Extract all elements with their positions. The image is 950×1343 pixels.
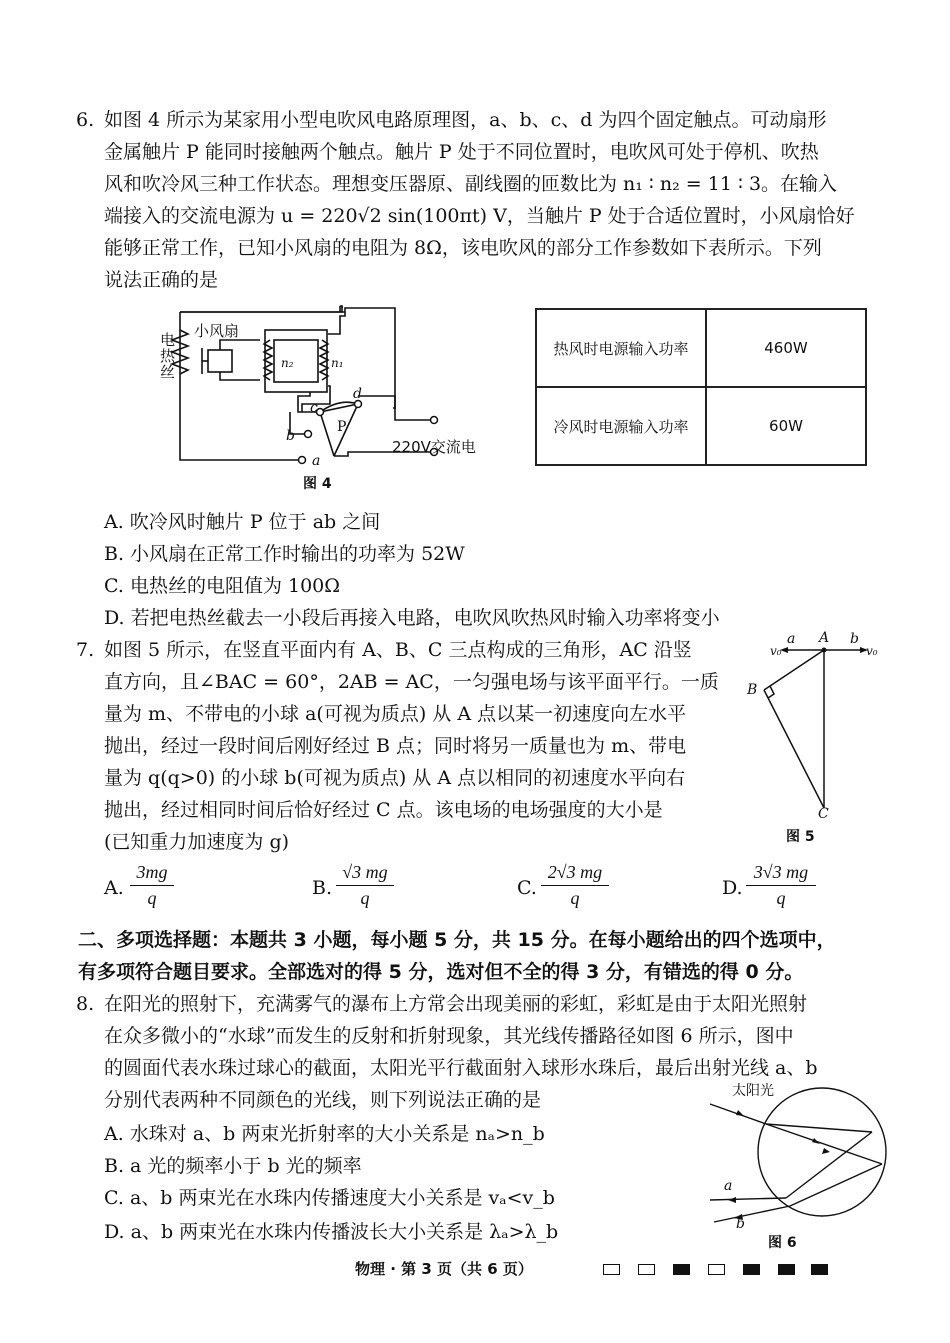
denominator: q [776, 888, 786, 908]
fan-label: 小风扇 [194, 322, 240, 340]
q6-line: 能够正常工作，已知小风扇的电阻为 8Ω，该电吹风的部分工作参数如下表所示。下列 [104, 237, 822, 259]
filled-square-mark [778, 1264, 795, 1275]
droplet-circle [758, 1088, 886, 1216]
q6-line: 端接入的交流电源为 u = 220√2 sin(100πt) V，当触片 P 处于合适位置时，小风扇恰好 [104, 205, 855, 227]
empty-square-mark [708, 1264, 725, 1275]
contact-b [305, 431, 312, 438]
q7-option-b-letter: B. [312, 877, 333, 899]
q6-line: 金属触片 P 能同时接触两个触点。触片 P 处于不同位置时，电吹风可处于停机、吹热 [104, 141, 819, 163]
contact-b-label: b [286, 428, 295, 444]
q7-option-c-letter: C. [517, 877, 537, 899]
empty-square-mark [638, 1264, 655, 1275]
ball-a-label: a [787, 631, 796, 647]
table-cell-value: 60W [706, 387, 866, 465]
figure-5-caption: 图 5 [786, 829, 815, 845]
denominator: q [147, 888, 157, 908]
q7-line: 直方向，且∠BAC = 60°，2AB = AC，一匀强电场与该平面平行。一质 [104, 671, 719, 693]
section-2-heading-line-2: 有多项符合题目要求。全部选对的得 5 分，选对但不全的得 3 分，有错选的得 0 分。 [78, 961, 804, 983]
empty-square-mark [603, 1264, 620, 1275]
denominator: q [360, 888, 370, 908]
q7-number: 7. [76, 639, 95, 661]
contact-c-label: c [310, 400, 318, 416]
q8-line: 在阳光的照射下，充满雾气的瀑布上方常会出现美丽的彩虹，彩虹是由于太阳光照射 [104, 993, 808, 1015]
n2-label: n₂ [281, 356, 294, 370]
q6-stem [104, 104, 882, 296]
q6-line: 如图 4 所示为某家用小型电吹风电路原理图，a、b、c、d 为四个固定触点。可动扇形 [104, 109, 827, 131]
sunlight-label: 太阳光 [732, 1083, 774, 1099]
q7-line: 抛出，经过一段时间后刚好经过 B 点；同时将另一质量也为 m、带电 [104, 735, 687, 757]
segment-bc [764, 690, 824, 808]
ray-b [714, 1206, 790, 1222]
figure-6-caption: 图 6 [768, 1235, 797, 1251]
figure-6-droplet [700, 1080, 890, 1250]
point-a-label: A [819, 630, 830, 646]
q8-number: 8. [76, 993, 95, 1015]
ray-a-label: a [724, 1178, 733, 1194]
fan-motor [208, 350, 232, 372]
numerator: 2√3 mg [547, 862, 603, 882]
v0-left-label: v₀ [770, 644, 782, 658]
contact-d-label: d [353, 386, 362, 402]
q7-line: 抛出，经过相同时间后恰好经过 C 点。该电场的电场强度的大小是 [104, 799, 663, 821]
q7-line: 量为 m、不带电的小球 a(可视为质点) 从 A 点以某一初速度向左水平 [104, 703, 687, 725]
table-row [536, 387, 866, 465]
section-2-heading-line-1: 二、多项选择题：本题共 3 小题，每小题 5 分，共 15 分。在每小题给出的四个选项中， [78, 929, 836, 951]
filled-square-mark [743, 1264, 760, 1275]
table-row [536, 309, 866, 387]
ray-b-label: b [736, 1216, 745, 1232]
heater-label: 电热丝 [160, 331, 176, 381]
q8-line: 分别代表两种不同颜色的光线，则下列说法正确的是 [104, 1089, 542, 1111]
denominator: q [570, 888, 580, 908]
slider-label: P [337, 419, 347, 435]
numerator: √3 mg [342, 862, 388, 882]
page-footer: 物理 · 第 3 页（共 6 页） [355, 1260, 533, 1278]
q7-line: (已知重力加速度为 g) [104, 831, 290, 853]
q8-option-a: A. 水珠对 a、b 两束光折射率的大小关系是 nₐ>n_b [104, 1123, 545, 1145]
q6-option-d: D. 若把电热丝截去一小段后再接入电路，电吹风吹热风时输入功率将变小 [104, 607, 720, 629]
q7-stem [104, 634, 724, 858]
q7-line: 量为 q(q>0) 的小球 b(可视为质点) 从 A 点以相同的初速度水平向右 [104, 767, 686, 789]
point-b-label: B [747, 682, 758, 698]
q8-option-c: C. a、b 两束光在水珠内传播速度大小关系是 vₐ<v_b [104, 1187, 555, 1209]
q6-option-b: B. 小风扇在正常工作时输出的功率为 52W [104, 543, 465, 565]
contact-a-label: a [312, 453, 321, 469]
parameter-table [535, 308, 867, 466]
ball-b-label: b [850, 631, 859, 647]
q7-option-a-fraction [130, 862, 174, 909]
table-cell-value: 460W [706, 309, 866, 387]
q7-line: 如图 5 所示，在竖直平面内有 A、B、C 三点构成的三角形，AC 沿竖 [104, 639, 692, 661]
source-terminal-top [431, 417, 438, 424]
ray-a [710, 1198, 786, 1200]
numerator: 3√3 mg [753, 862, 809, 882]
contact-a [299, 457, 306, 464]
table-cell-label: 热风时电源输入功率 [536, 309, 706, 387]
q6-option-c: C. 电热丝的电阻值为 100Ω [104, 575, 340, 597]
q7-option-d-fraction [746, 862, 816, 909]
table-cell-label: 冷风时电源输入功率 [536, 387, 706, 465]
n1-label: n₁ [331, 356, 344, 370]
q7-option-a-letter: A. [104, 877, 124, 899]
q6-option-a: A. 吹冷风时触片 P 位于 ab 之间 [104, 511, 381, 533]
q8-line: 在众多微小的“水球”而发生的反射和折射现象，其光线传播路径如图 6 所示，图中 [104, 1025, 794, 1047]
figure-4-caption: 图 4 [303, 476, 332, 492]
filled-square-mark [673, 1264, 690, 1275]
q8-line: 的圆面代表水珠过球心的截面，太阳光平行截面射入球形水珠后，最后出射光线 a、b [104, 1057, 818, 1079]
q7-option-d-letter: D. [722, 877, 743, 899]
v0-right-label: v₀ [866, 644, 878, 658]
q8-option-d: D. a、b 两束光在水珠内传播波长大小关系是 λₐ>λ_b [104, 1221, 559, 1243]
point-c-label: C [818, 806, 829, 822]
figure-5-triangle [760, 636, 890, 826]
q8-option-b: B. a 光的频率小于 b 光的频率 [104, 1155, 362, 1177]
q7-option-b-fraction [336, 862, 394, 909]
source-label: 220V交流电 [392, 438, 476, 456]
numerator: 3mg [136, 862, 168, 882]
q6-number: 6. [76, 109, 95, 131]
filled-square-mark [811, 1264, 828, 1275]
q6-line: 风和吹冷风三种工作状态。理想变压器原、副线圈的匝数比为 n₁ ∶ n₂ = 11 ∶ 3。在输入 [104, 173, 838, 195]
q6-line: 说法正确的是 [104, 269, 219, 291]
q7-option-c-fraction [541, 862, 609, 909]
